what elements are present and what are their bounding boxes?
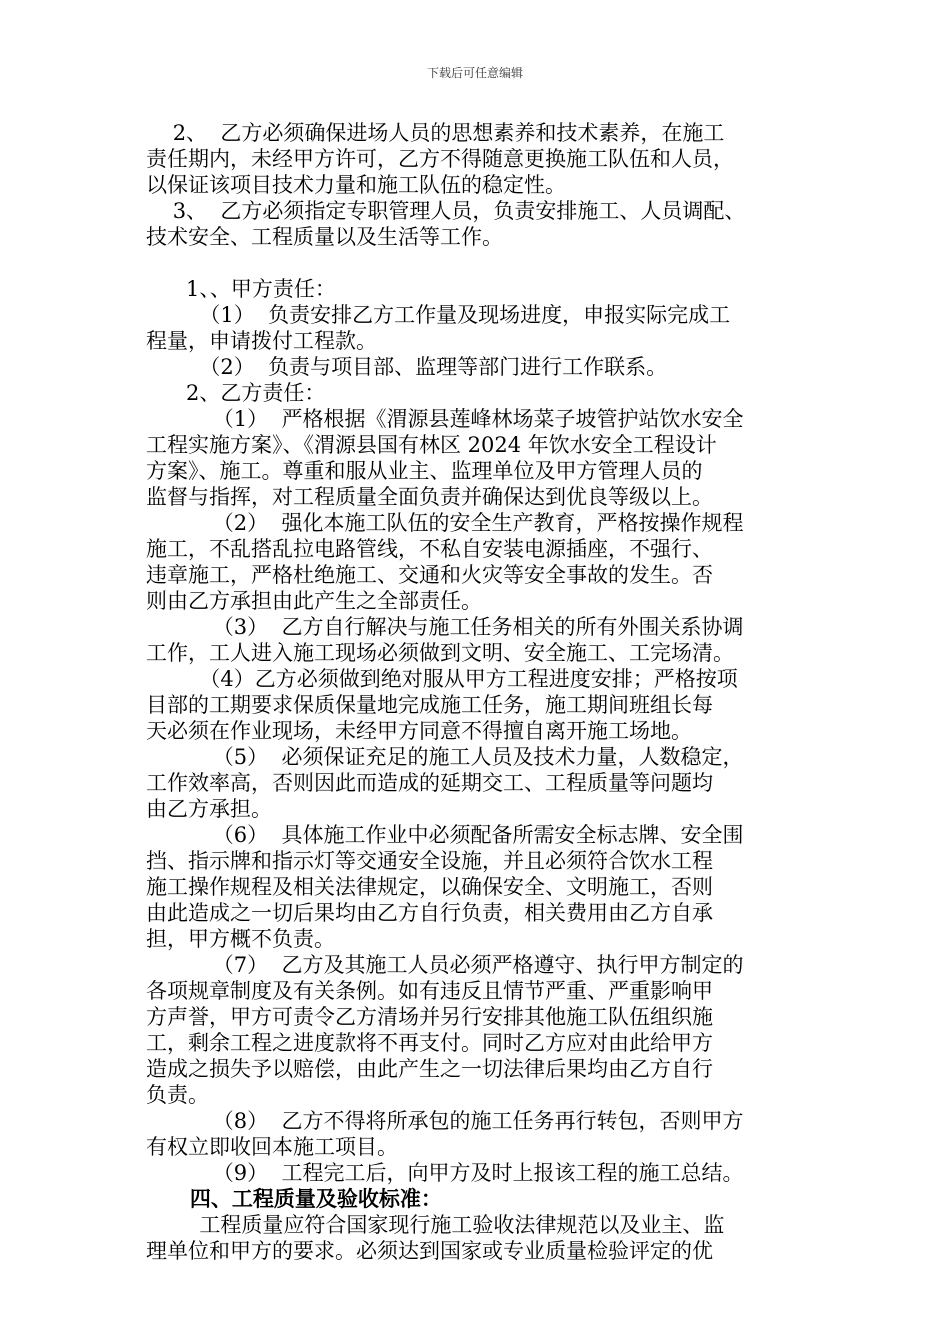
party-b-item-2 [146,510,816,614]
text-line: （1） 负责安排乙方工作量及现场进度，申报实际完成工 [146,303,731,327]
text-line: 2、 乙方必须确保进场人员的思想素养和技术素养，在施工 [146,121,725,145]
section-heading: 四、工程质量及验收标准： [146,1186,442,1211]
text-line: 违章施工，严格杜绝施工、交通和火灾等安全事故的发生。否 [146,563,713,587]
text-line: 理单位和甲方的要求。必须达到国家或专业质量检验评定的优 [146,1239,713,1263]
text-line: （2） 负责与项目部、监理等部门进行工作联系。 [146,355,668,379]
text-line: （1） 严格根据《渭源县莲峰林场菜子坡管护站饮水安全 [146,407,744,431]
text-line: 工程质量应符合国家现行施工验收法律规范以及业主、监 [146,1213,725,1237]
text-line: 由乙方承担。 [146,797,272,821]
section-4 [146,1186,816,1264]
party-a-item-1 [146,302,816,354]
text-line: 工作，工人进入施工现场必须做到文明、安全施工、工完场清。 [146,641,734,665]
text-line: 担，甲方概不负责。 [146,927,335,951]
party-b-item-5 [146,744,816,822]
document-body [146,120,816,1264]
text-line: 天必须在作业现场，未经甲方同意不得擅自离开施工场地。 [146,719,692,743]
text-line: 施工操作规程及相关法律规定，以确保安全、文明施工，否则 [146,875,713,899]
text-line: 2、乙方责任： [146,381,326,405]
text-line: 方案》、施工。尊重和服从业主、监理单位及甲方管理人员的 [146,459,703,483]
clause-3 [146,198,816,250]
party-b-item-1 [146,406,816,510]
text-line: （8） 乙方不得将所承包的施工任务再行转包，否则甲方 [146,1109,744,1133]
party-b-item-9 [146,1160,816,1186]
text-line: （7） 乙方及其施工人员必须严格遵守、执行甲方制定的 [146,953,744,977]
text-line: 监督与指挥，对工程质量全面负责并确保达到优良等级以上。 [146,485,713,509]
party-b-item-6 [146,822,816,952]
text-line: 方声誉，甲方可责令乙方清场并另行安排其他施工队伍组织施 [146,1005,713,1029]
page-header: 下载后可任意编辑 [426,66,523,80]
text-line: （6） 具体施工作业中必须配备所需安全标志牌、安全围 [146,823,744,847]
text-line: 目部的工期要求保质保量地完成施工任务，施工期间班组长每 [146,693,713,717]
clause-2 [146,120,816,198]
text-line: 有权立即收回本施工项目。 [146,1135,398,1159]
text-line: 3、 乙方必须指定专职管理人员，负责安排施工、人员调配、 [146,199,746,223]
text-line: 工，剩余工程之进度款将不再支付。同时乙方应对由此给甲方 [146,1031,713,1055]
text-line: 负责。 [146,1083,209,1107]
text-line: 程量，申请拨付工程款。 [146,329,377,353]
text-line: 由此造成之一切后果均由乙方自行负责，相关费用由乙方自承 [146,901,713,925]
text-line: 以保证该项目技术力量和施工队伍的稳定性。 [146,173,566,197]
party-a-item-2 [146,354,816,380]
text-line: （9） 工程完工后，向甲方及时上报该工程的施工总结。 [146,1161,744,1185]
text-line: 各项规章制度及有关条例。如有违反且情节严重、严重影响甲 [146,979,713,1003]
party-a-heading [146,276,816,302]
party-b-item-4 [146,666,816,744]
text-line: 则由乙方承担由此产生之全部责任。 [146,589,482,613]
party-b-item-8 [146,1108,816,1160]
text-line: 工程实施方案》、《渭源县国有林区 2024 年饮水安全工程设计 [146,433,717,457]
text-line: 造成之损失予以赔偿，由此产生之一切法律后果均由乙方自行 [146,1057,713,1081]
party-b-heading [146,380,816,406]
text-line: 技术安全、工程质量以及生活等工作。 [146,225,503,249]
text-line: 工作效率高，否则因此而造成的延期交工、工程质量等问题均 [146,771,713,795]
text-line: 施工，不乱搭乱拉电路管线，不私自安装电源插座，不强行、 [146,537,713,561]
text-line: 挡、指示牌和指示灯等交通安全设施，并且必须符合饮水工程 [146,849,713,873]
text-line: （5） 必须保证充足的施工人员及技术力量，人数稳定， [146,745,744,769]
spacer [146,250,816,276]
text-line: （2） 强化本施工队伍的安全生产教育，严格按操作规程 [146,511,744,535]
party-b-item-7 [146,952,816,1108]
party-b-item-3 [146,614,816,666]
text-line: 责任期内，未经甲方许可，乙方不得随意更换施工队伍和人员， [146,147,734,171]
text-line: 1、、甲方责任： [146,277,336,301]
text-line: （3） 乙方自行解决与施工任务相关的所有外围关系协调 [146,615,744,639]
text-line: （4）乙方必须做到绝对服从甲方工程进度安排；严格按项 [146,667,738,691]
